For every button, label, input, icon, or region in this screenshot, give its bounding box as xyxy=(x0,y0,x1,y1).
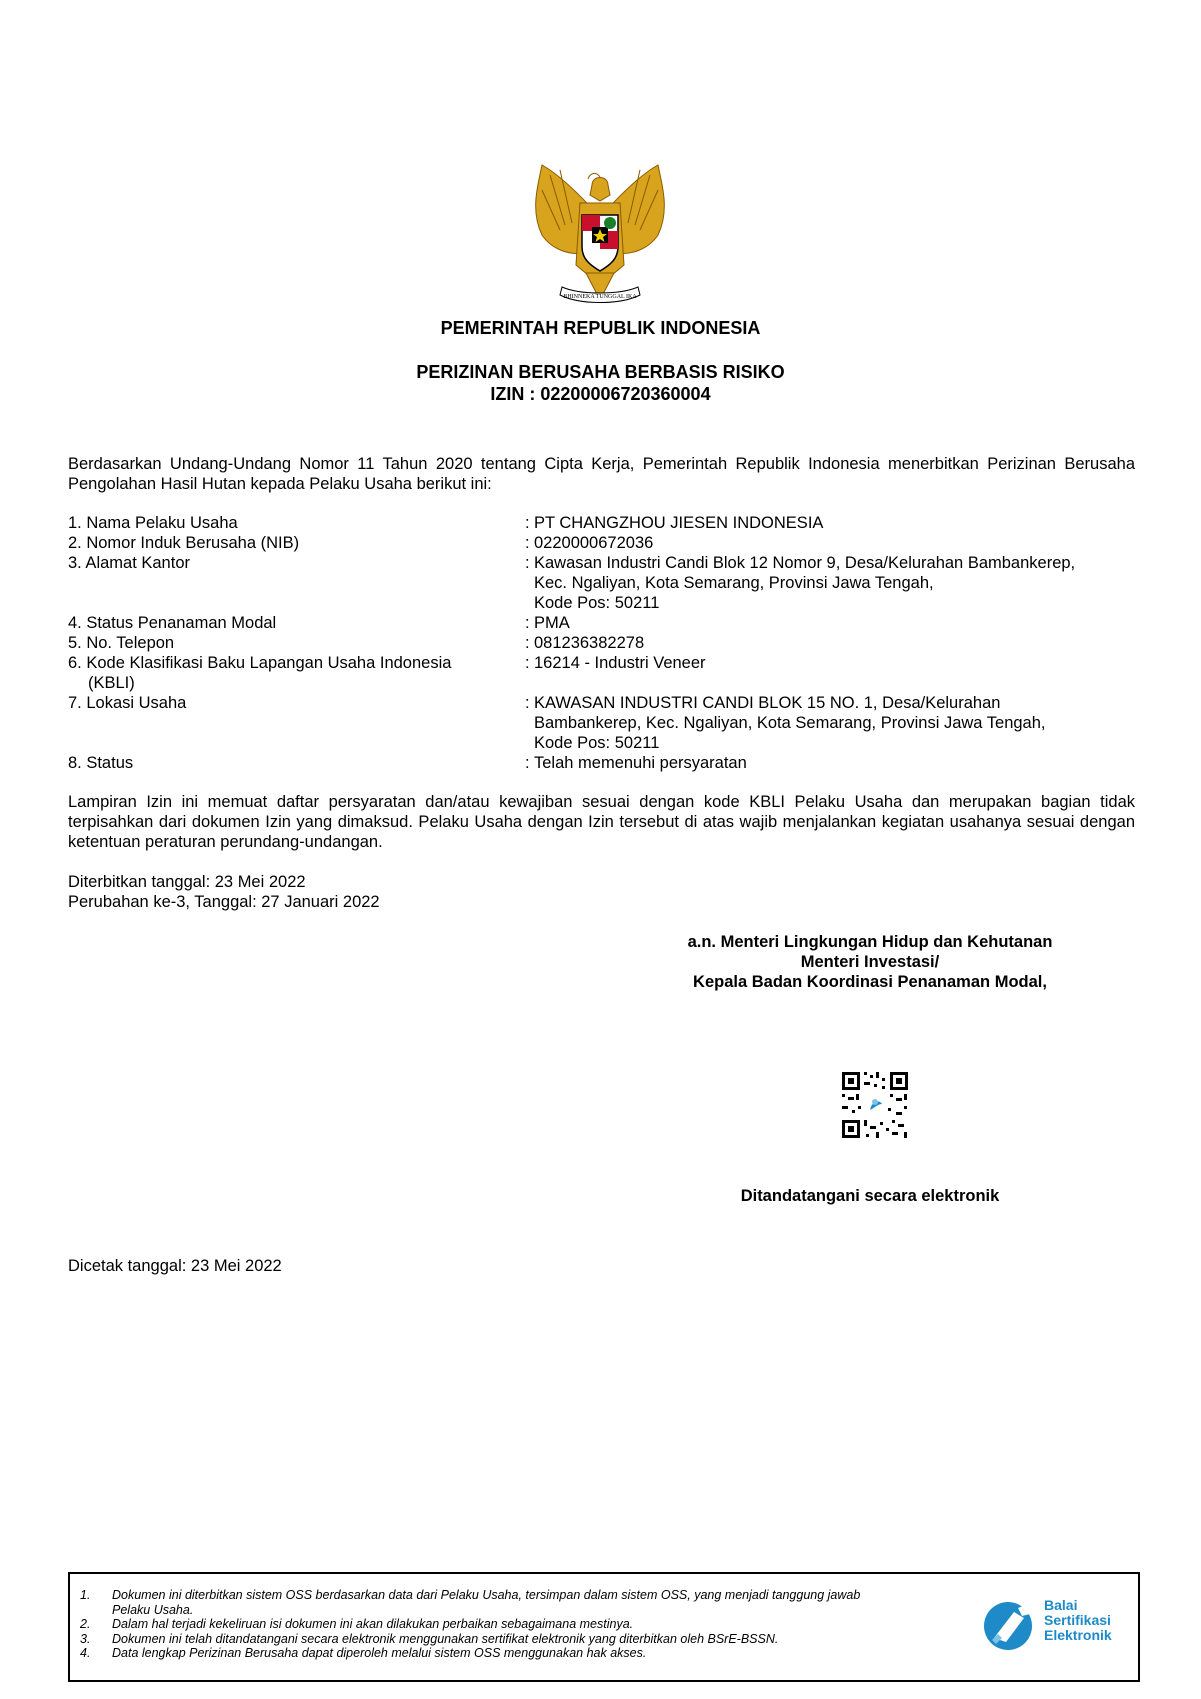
detail-label: 4. Status Penanaman Modal xyxy=(68,614,277,632)
detail-value: 081236382278 xyxy=(534,634,645,652)
detail-value-line3: Kode Pos: 50211 xyxy=(534,734,660,752)
qr-code-icon xyxy=(840,1070,910,1140)
detail-label: 6. Kode Klasifikasi Baku Lapangan Usaha Indonesia xyxy=(68,654,452,672)
electronic-signature-note: Ditandatangani secara elektronik xyxy=(740,1187,1000,1205)
footer-note: 1. Dokumen ini diterbitkan sistem OSS berdasarkan data dari Pelaku Usaha, tersimpan dalam sistem OSS, yang menjadi tanggung jawab Pelaku Usaha. xyxy=(80,1588,861,1617)
footer-note: 3. Dokumen ini telah ditandatangani secara elektronik menggunakan sertifikat elektronik yang diterbitkan oleh BSrE-BSSN. xyxy=(80,1631,779,1646)
intro-paragraph: Berdasarkan Undang-Undang Nomor 11 Tahun 2020 tentang Cipta Kerja, Pemerintah Republik Indonesia menerbitkan Perizinan Berusaha Pengolahan Hasil Hutan kepada Pelaku Usaha berikut ini: xyxy=(68,455,1135,493)
detail-label: 2. Nomor Induk Berusaha (NIB) xyxy=(68,534,300,552)
bsre-line-3: Elektronik xyxy=(1044,1627,1112,1643)
footer-note: 4. Data lengkap Perizinan Berusaha dapat diperoleh melalui sistem OSS menggunakan hak akses. xyxy=(80,1646,647,1660)
bsre-emblem-icon xyxy=(980,1594,1040,1654)
detail-value-line2: Bambankerep, Kec. Ngaliyan, Kota Semarang, Provinsi Jawa Tengah, xyxy=(534,714,1046,732)
change-date: Perubahan ke-3, Tanggal: 27 Januari 2022 xyxy=(68,893,380,911)
footer-notes-box xyxy=(68,1572,1140,1682)
printed-date: Dicetak tanggal: 23 Mei 2022 xyxy=(68,1257,282,1275)
detail-value: PT CHANGZHOU JIESEN INDONESIA xyxy=(534,514,824,532)
detail-value: KAWASAN INDUSTRI CANDI BLOK 15 NO. 1, Desa/Kelurahan xyxy=(534,694,1001,712)
garuda-emblem-icon xyxy=(520,155,680,315)
detail-label: 8. Status xyxy=(68,754,134,772)
detail-label: 7. Lokasi Usaha xyxy=(68,694,187,712)
detail-value: 0220000672036 xyxy=(534,534,654,552)
detail-value-line2: Kec. Ngaliyan, Kota Semarang, Provinsi Jawa Tengah, xyxy=(534,574,934,592)
emblem-motto: BHINNEKA TUNGGAL IKA xyxy=(563,294,637,300)
detail-label-line2: (KBLI) xyxy=(88,674,135,692)
detail-value: 16214 - Industri Veneer xyxy=(534,654,706,672)
detail-label: 5. No. Telepon xyxy=(68,634,175,652)
detail-value: Telah memenuhi persyaratan xyxy=(534,754,747,772)
document-title: PERIZINAN BERUSAHA BERBASIS RISIKO xyxy=(416,362,785,382)
footer-note: 2. Dalam hal terjadi kekeliruan isi dokumen ini akan dilakukan perbaikan sebagaimana mestinya. xyxy=(80,1617,634,1631)
detail-value-line3: Kode Pos: 50211 xyxy=(534,594,660,612)
footer-notes-list xyxy=(80,1588,960,1661)
detail-value: PMA xyxy=(534,614,570,632)
government-title: PEMERINTAH REPUBLIK INDONESIA xyxy=(440,318,761,338)
detail-label: 1. Nama Pelaku Usaha xyxy=(68,514,238,532)
attachment-paragraph: Lampiran Izin ini memuat daftar persyaratan dan/atau kewajiban sesuai dengan kode KBLI Pelaku Usaha dan merupakan bagian tidak terpisahkan dari dokumen Izin yang dimaksud. Pelaku Usaha dengan Izin tersebut di atas wajib menjalankan kegiatan usahanya sesuai dengan ketentuan peraturan perundang-undangan. xyxy=(68,793,1135,851)
signature-line-1: a.n. Menteri Lingkungan Hidup dan Kehutanan xyxy=(687,933,1053,951)
signature-line-3: Kepala Badan Koordinasi Penanaman Modal, xyxy=(693,973,1047,991)
permit-number: IZIN : 02200006720360004 xyxy=(490,384,711,404)
detail-value: Kawasan Industri Candi Blok 12 Nomor 9, Desa/Kelurahan Bambankerep, xyxy=(534,554,1076,572)
bsre-logo xyxy=(980,1594,1140,1664)
issued-date: Diterbitkan tanggal: 23 Mei 2022 xyxy=(68,873,306,891)
bsre-line-1: Balai xyxy=(1044,1597,1078,1613)
bsre-line-2: Sertifikasi xyxy=(1044,1612,1111,1628)
signature-line-2: Menteri Investasi/ xyxy=(800,953,940,971)
detail-label: 3. Alamat Kantor xyxy=(68,554,190,572)
